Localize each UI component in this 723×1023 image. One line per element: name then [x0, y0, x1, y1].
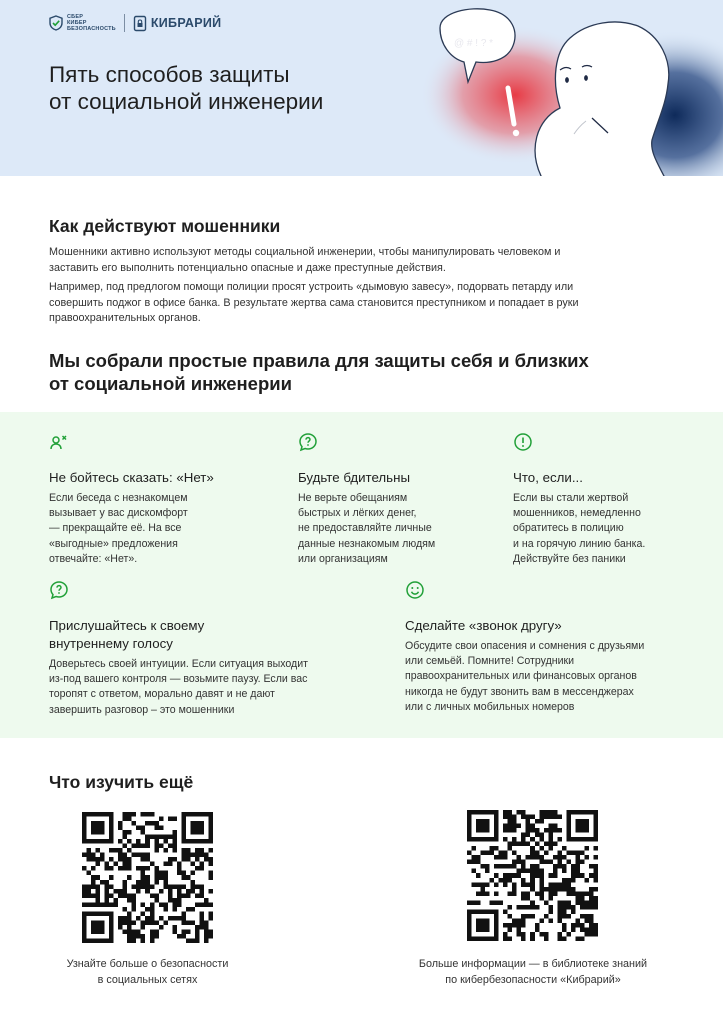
tip-text-line: или с личных мобильных номеров	[405, 700, 575, 713]
tip-text-line: данные незнакомым людям	[298, 537, 436, 550]
tip-text-line: «выгодные» предложения	[49, 537, 178, 550]
qr-caption-line: в социальных сетях	[97, 974, 198, 986]
tip-text-line: Действуйте без паники	[513, 552, 626, 565]
tip-text-line: Обсудите свои опасения и сомнения с друзьями	[405, 640, 645, 652]
qr-caption-line: Узнайте больше о безопасности	[66, 958, 229, 970]
svg-text:@ # ! ? *: @ # ! ? *	[454, 38, 494, 49]
tip-text-line: отвечайте: «Нет».	[49, 552, 138, 565]
tip-text-line: мошенников, немедленно	[513, 507, 641, 520]
logo-divider	[124, 14, 125, 32]
sber-logo-line-1: СБЕР	[67, 14, 84, 20]
tip-text-line: завершить разговор – это мошенники	[49, 703, 235, 716]
tip-text-line: или семьёй. Помните! Сотрудники	[405, 655, 575, 668]
logos	[49, 14, 221, 32]
rules-title-line-1: Мы собрали простые правила для защиты себя и близких	[49, 350, 589, 371]
tip-text-line: или организациям	[298, 552, 388, 565]
sber-logo-line-3: БЕЗОПАСНОСТЬ	[67, 26, 116, 32]
fraud-methods-paragraph-1: Мошенники активно используют методы социальной инженерии, чтобы манипулировать человеком и заставить его выполнить потенциально опасные и даже преступные действия.	[49, 246, 561, 274]
header-banner	[0, 0, 723, 176]
tip-title-line: Прислушайтесь к своему	[49, 618, 205, 633]
tip-text-line: торопят с ответом, морально давят и не дают	[49, 688, 275, 701]
tip-text-line: правоохранительных или финансовых органов	[405, 670, 637, 683]
tip-text-line: и на горячую линию банка.	[513, 537, 646, 550]
rules-title	[49, 349, 589, 395]
tip-text-line: Если вы стали жертвой	[513, 492, 629, 504]
fraud-methods-paragraph-2: Например, под предлогом помощи полиции просят устроить «дымовую завесу», подорвать петарду или совершить поджог в офисе банка. В результате жертва сама становится преступником и попадает в руки правоохранительных органов.	[49, 281, 579, 324]
tip-text-line: вызывает у вас дискомфорт	[49, 507, 188, 520]
fraud-methods-title: Как действуют мошенники	[49, 216, 281, 236]
tip-be-vigilant	[298, 432, 503, 567]
tip-title: Не бойтесь сказать: «Нет»	[49, 470, 214, 485]
tip-text-line: обратитесь в полицию	[513, 522, 624, 535]
question-bubble-icon	[49, 580, 69, 600]
user-x-icon	[49, 432, 69, 452]
tip-text-line: из-под вашего контроля — возьмите паузу. Если вас	[49, 673, 308, 686]
kibrary-logo[interactable]	[133, 15, 222, 32]
tip-title: Сделайте «звонок другу»	[405, 618, 562, 633]
tip-text-line: Если беседа с незнакомцем	[49, 492, 188, 504]
tip-title-line: внутреннему голосу	[49, 636, 173, 651]
sber-logo-line-2: КИБЕР	[67, 20, 87, 26]
tip-text-line: никогда не будут звонить вам в мессенджерах	[405, 685, 634, 698]
qr-caption-line: Больше информации — в библиотеке знаний	[418, 958, 648, 970]
qr-caption-line: по кибербезопасности «Кибрарий»	[445, 974, 621, 986]
thinking-person-illustration	[420, 0, 723, 176]
learn-more-title: Что изучить ещё	[49, 772, 194, 792]
question-bubble-icon	[298, 432, 318, 452]
page-title	[49, 61, 323, 115]
tip-title: Что, если...	[513, 470, 583, 485]
tip-text-line: Не верьте обещаниям	[298, 492, 408, 504]
tip-call-a-friend	[405, 580, 705, 715]
tip-say-no	[49, 432, 259, 567]
kibrary-logo-text: КИБРАРИЙ	[150, 16, 222, 30]
qr-code-image	[82, 812, 213, 943]
qr-code-image	[467, 810, 598, 941]
qr-code-kibrary[interactable]	[467, 810, 598, 941]
page-title-line-2: от социальной инженерии	[49, 89, 324, 114]
tip-inner-voice	[49, 580, 349, 718]
rules-title-line-2: от социальной инженерии	[49, 373, 292, 394]
qr-caption-kibrary	[388, 956, 678, 988]
smile-icon	[405, 580, 425, 600]
qr-caption-social	[22, 956, 273, 988]
page-title-line-1: Пять способов защиты	[49, 62, 290, 87]
tip-text-line: быстрых и лёгких денег,	[298, 507, 417, 520]
book-lock-icon	[133, 15, 147, 32]
sber-cyber-logo[interactable]	[49, 14, 116, 32]
qr-code-social-networks[interactable]	[82, 812, 213, 943]
shield-logo-icon	[49, 15, 63, 31]
tip-text-line: — прекращайте её. На все	[49, 522, 182, 535]
tip-title: Будьте бдительны	[298, 470, 411, 485]
exclamation-circle-icon	[513, 432, 533, 452]
tip-what-if	[513, 432, 713, 567]
tip-text-line: не предоставляйте личные	[298, 522, 432, 535]
tip-text-line: Доверьтесь своей интуиции. Если ситуация выходит	[49, 658, 308, 670]
